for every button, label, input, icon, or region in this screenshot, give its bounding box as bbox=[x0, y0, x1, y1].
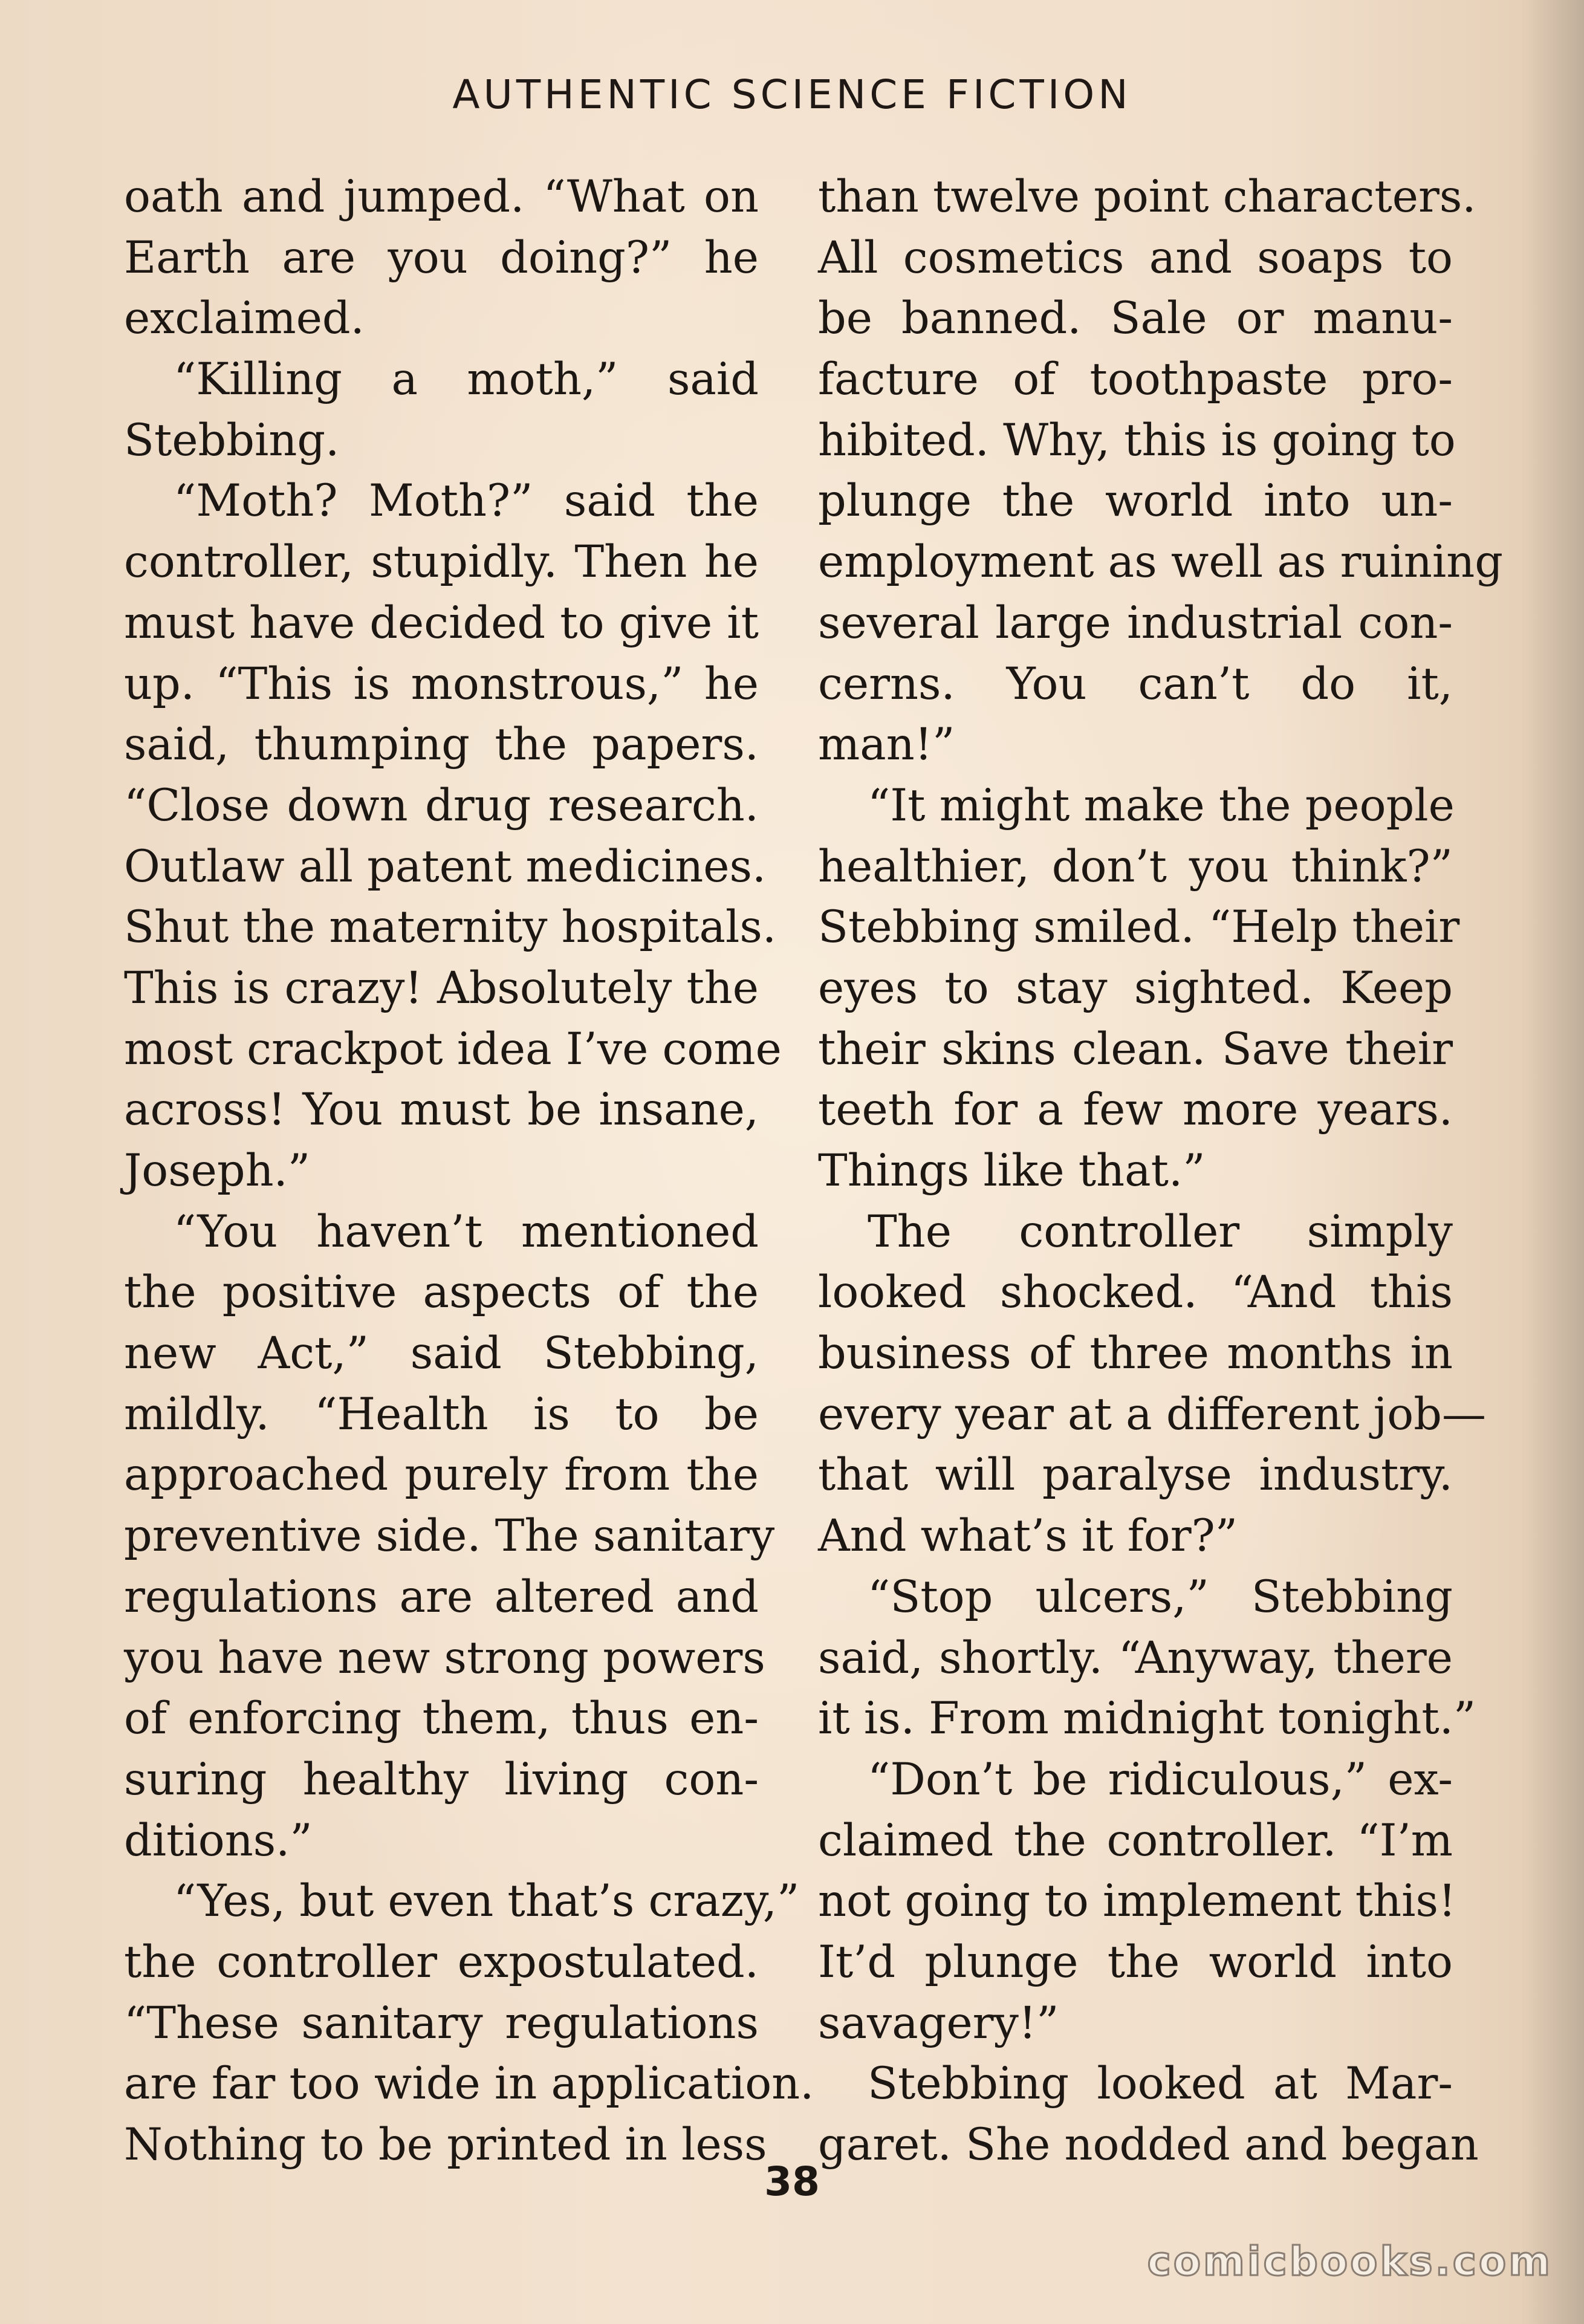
text-line: This is crazy! Absolutely the bbox=[124, 962, 759, 1014]
text-line: All cosmetics and soaps to bbox=[818, 232, 1453, 284]
text-line: Nothing to be printed in less bbox=[124, 2119, 767, 2170]
page-number: 38 bbox=[764, 2158, 820, 2205]
text-line: “Don’t be ridiculous,” ex- bbox=[868, 1753, 1453, 1805]
text-line: regulations are altered and bbox=[124, 1571, 759, 1623]
watermark-text: comicbooks.com bbox=[1147, 2238, 1553, 2285]
text-line: Shut the maternity hospitals. bbox=[124, 901, 777, 953]
text-line: their skins clean. Save their bbox=[818, 1023, 1453, 1075]
text-line: garet. She nodded and began bbox=[818, 2119, 1479, 2170]
text-line: Stebbing. bbox=[124, 414, 340, 466]
running-header: AUTHENTIC SCIENCE FICTION bbox=[452, 71, 1132, 118]
text-line: the controller expostulated. bbox=[124, 1936, 759, 1988]
text-line: Earth are you doing?” he bbox=[124, 232, 759, 284]
text-line: cerns. You can’t do it, bbox=[818, 658, 1453, 710]
text-line: up. “This is monstrous,” he bbox=[124, 658, 759, 710]
text-line: that will paralyse industry. bbox=[818, 1449, 1453, 1501]
text-line: said, thumping the papers. bbox=[124, 719, 759, 771]
text-line: hibited. Why, this is going to bbox=[818, 414, 1456, 466]
text-line: most crackpot idea I’ve come bbox=[124, 1023, 782, 1075]
text-line: than twelve point characters. bbox=[818, 171, 1476, 222]
text-column-left bbox=[124, 167, 814, 2170]
text-line: Outlaw all patent medicines. bbox=[124, 840, 767, 892]
text-line: controller, stupidly. Then he bbox=[124, 536, 759, 588]
text-line: plunge the world into un- bbox=[818, 475, 1453, 527]
text-line: new Act,” said Stebbing, bbox=[124, 1328, 759, 1380]
text-line: are far too wide in application. bbox=[124, 2058, 814, 2110]
text-line: it is. From midnight tonight.” bbox=[818, 1693, 1476, 1745]
text-line: suring healthy living con- bbox=[124, 1753, 759, 1805]
text-line: be banned. Sale or manu- bbox=[818, 293, 1453, 345]
text-line: business of three months in bbox=[818, 1328, 1453, 1380]
text-line: eyes to stay sighted. Keep bbox=[818, 962, 1453, 1014]
text-line: “Moth? Moth?” said the bbox=[174, 475, 759, 527]
text-line: oath and jumped. “What on bbox=[124, 171, 759, 222]
text-line: “Stop ulcers,” Stebbing bbox=[868, 1571, 1453, 1623]
text-line: “These sanitary regulations bbox=[124, 1997, 759, 2049]
text-line: “Close down drug research. bbox=[124, 779, 759, 831]
text-line: looked shocked. “And this bbox=[818, 1267, 1453, 1319]
text-line: employment as well as ruining bbox=[818, 536, 1503, 588]
text-line: man!” bbox=[818, 719, 955, 771]
text-line: the positive aspects of the bbox=[124, 1267, 759, 1319]
text-line: Joseph.” bbox=[124, 1145, 311, 1196]
text-column-right bbox=[818, 167, 1503, 2170]
text-line: facture of toothpaste pro- bbox=[818, 354, 1453, 406]
text-line: healthier, don’t you think?” bbox=[818, 840, 1453, 892]
text-line: said, shortly. “Anyway, there bbox=[818, 1632, 1453, 1684]
text-line: several large industrial con- bbox=[818, 597, 1453, 649]
text-line: It’d plunge the world into bbox=[818, 1936, 1453, 1988]
text-line: Stebbing looked at Mar- bbox=[868, 2058, 1453, 2110]
text-line: “You haven’t mentioned bbox=[174, 1206, 759, 1258]
text-line: claimed the controller. “I’m bbox=[818, 1814, 1453, 1866]
text-line: approached purely from the bbox=[124, 1449, 759, 1501]
text-line: savagery!” bbox=[818, 1997, 1059, 2049]
text-line: And what’s it for?” bbox=[818, 1510, 1238, 1562]
text-line: preventive side. The sanitary bbox=[124, 1510, 775, 1562]
text-line: must have decided to give it bbox=[124, 597, 759, 649]
text-line: of enforcing them, thus en- bbox=[124, 1693, 759, 1745]
text-line: “It might make the people bbox=[868, 779, 1455, 831]
text-line: ditions.” bbox=[124, 1814, 313, 1866]
text-line: exclaimed. bbox=[124, 293, 365, 345]
text-line: every year at a different job— bbox=[818, 1388, 1486, 1440]
text-line: across! You must be insane, bbox=[124, 1084, 759, 1136]
text-line: “Yes, but even that’s crazy,” bbox=[174, 1875, 800, 1927]
text-line: Stebbing smiled. “Help their bbox=[818, 901, 1460, 953]
text-line: teeth for a few more years. bbox=[818, 1084, 1453, 1136]
text-line: Things like that.” bbox=[818, 1145, 1206, 1196]
text-line: not going to implement this! bbox=[818, 1875, 1456, 1927]
text-line: you have new strong powers bbox=[124, 1632, 765, 1684]
text-line: The controller simply bbox=[868, 1206, 1453, 1258]
text-line: “Killing a moth,” said bbox=[174, 354, 759, 406]
text-line: mildly. “Health is to be bbox=[124, 1388, 759, 1440]
